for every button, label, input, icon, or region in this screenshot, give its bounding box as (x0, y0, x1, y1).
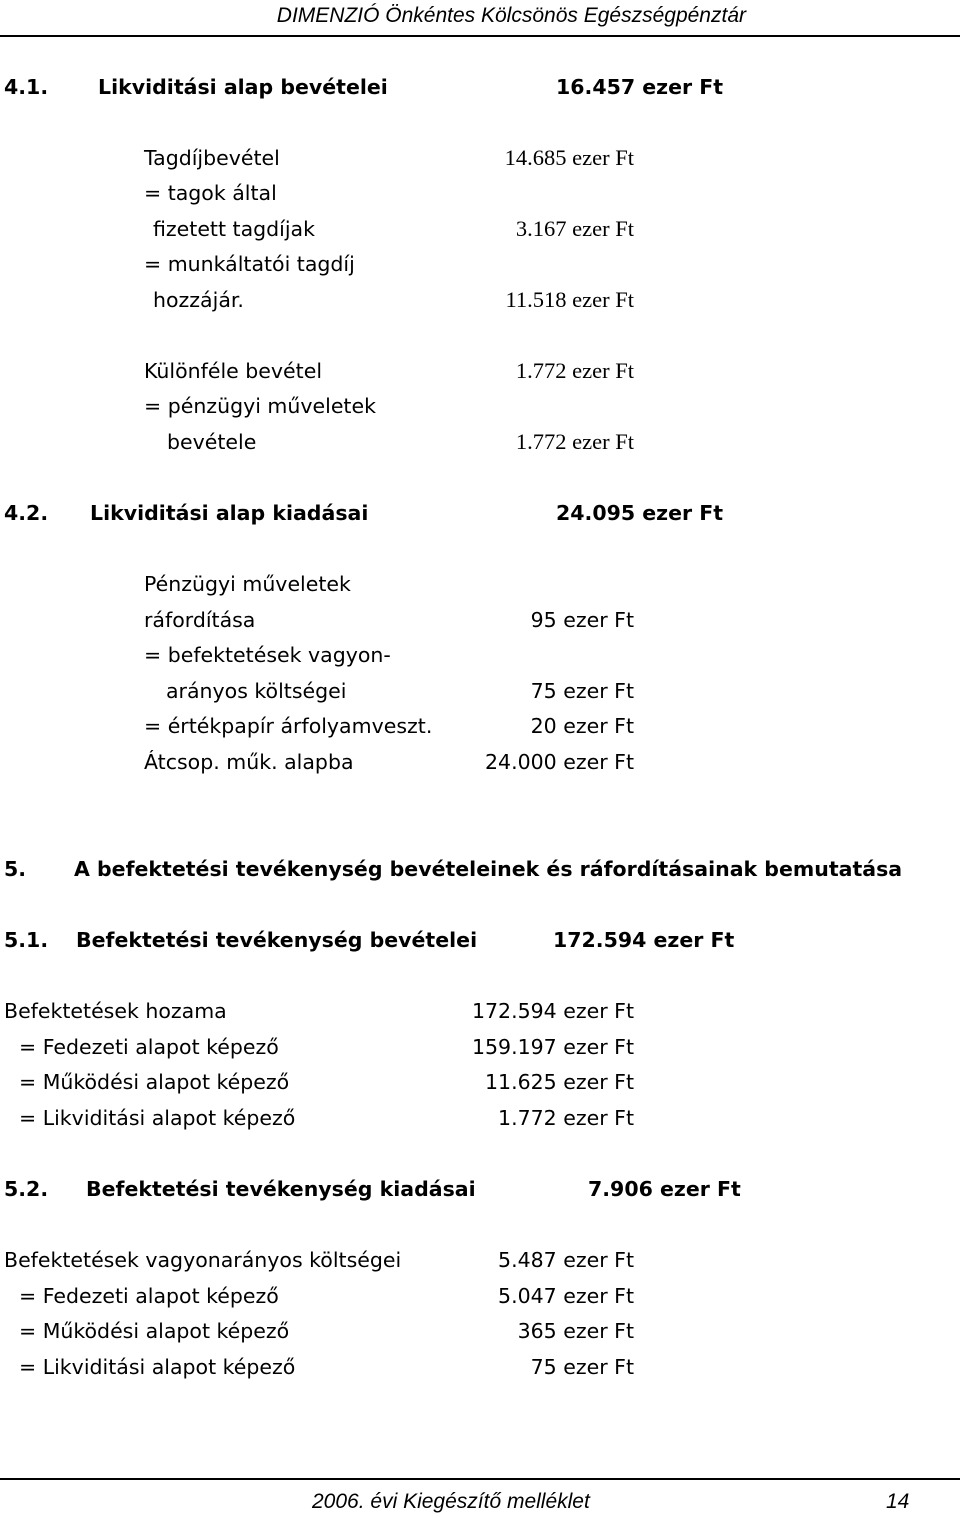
row-value: 75 ezer Ft (530, 1355, 634, 1379)
section-total-4-1: 16.457 ezer Ft (556, 75, 724, 99)
row-value: 20 ezer Ft (530, 714, 634, 738)
row-value: 75 ezer Ft (530, 679, 634, 703)
section-title-5-1: Befektetési tevékenység bevételei (76, 928, 478, 952)
row-value: 1.772 ezer Ft (515, 429, 634, 454)
section-number-4-2: 4.2. (4, 501, 49, 525)
section-title-4-2: Likviditási alap kiadásai (90, 501, 369, 525)
row-value: 24.000 ezer Ft (484, 750, 634, 774)
row-label: = munkáltatói tagdíj (144, 252, 355, 276)
row-value: 172.594 ezer Ft (471, 999, 634, 1023)
row-value: 95 ezer Ft (530, 608, 634, 632)
row-value: 11.625 ezer Ft (484, 1070, 634, 1094)
row-value: 5.047 ezer Ft (498, 1284, 634, 1308)
footer-rule (0, 1478, 960, 1480)
section-total-5-2: 7.906 ezer Ft (588, 1177, 741, 1201)
row-label: = Fedezeti alapot képező (19, 1035, 279, 1059)
section-title-5: A befektetési tevékenység bevételeinek és ráfordításainak bemutatása (74, 857, 903, 881)
row-value: 159.197 ezer Ft (471, 1035, 634, 1059)
row-label: Átcsop. műk. alapba (144, 750, 354, 774)
header-rule (0, 35, 960, 37)
section-title-4-1: Likviditási alap bevételei (98, 75, 388, 99)
row-label: Befektetések hozama (4, 999, 227, 1023)
section-total-5-1: 172.594 ezer Ft (553, 928, 735, 952)
row-label: arányos költségei (166, 679, 347, 703)
row-label: = Működési alapot képező (19, 1319, 290, 1343)
row-value: 1.772 ezer Ft (498, 1106, 634, 1130)
row-label: = Fedezeti alapot képező (19, 1284, 279, 1308)
row-label: = tagok által (144, 181, 277, 205)
footer-title: 2006. évi Kiegészítő melléklet (312, 1490, 590, 1513)
section-number-4-1: 4.1. (4, 75, 49, 99)
section-number-5: 5. (4, 857, 27, 881)
row-label: = pénzügyi műveletek (144, 394, 376, 418)
row-value: 14.685 ezer Ft (504, 145, 634, 170)
row-label: Tagdíjbevétel (144, 146, 280, 170)
row-value: 11.518 ezer Ft (505, 287, 634, 312)
row-value: 1.772 ezer Ft (515, 358, 634, 383)
row-label: = Likviditási alapot képező (19, 1355, 296, 1379)
page-number: 14 (886, 1490, 910, 1513)
section-number-5-1: 5.1. (4, 928, 49, 952)
row-label: = értékpapír árfolyamveszt. (144, 714, 433, 738)
row-value: 3.167 ezer Ft (515, 216, 634, 241)
row-label: hozzájár. (153, 288, 244, 312)
page-header (0, 0, 960, 38)
row-label: fizetett tagdíjak (153, 217, 315, 241)
row-value: 365 ezer Ft (517, 1319, 634, 1343)
header-title: DIMENZIÓ Önkéntes Kölcsönös Egészségpénztár (276, 4, 746, 27)
row-label: Különféle bevétel (144, 359, 323, 383)
row-label: = Működési alapot képező (19, 1070, 290, 1094)
section-number-5-2: 5.2. (4, 1177, 49, 1201)
row-label: Pénzügyi műveletek (144, 572, 351, 596)
row-label: = befektetések vagyon- (144, 643, 391, 667)
row-label: = Likviditási alapot képező (19, 1106, 296, 1130)
row-label: Befektetések vagyonarányos költségei (4, 1248, 402, 1272)
row-value: 5.487 ezer Ft (498, 1248, 634, 1272)
section-title-5-2: Befektetési tevékenység kiadásai (86, 1177, 476, 1201)
row-label: bevétele (167, 430, 257, 454)
row-label: ráfordítása (144, 608, 256, 632)
section-total-4-2: 24.095 ezer Ft (556, 501, 724, 525)
